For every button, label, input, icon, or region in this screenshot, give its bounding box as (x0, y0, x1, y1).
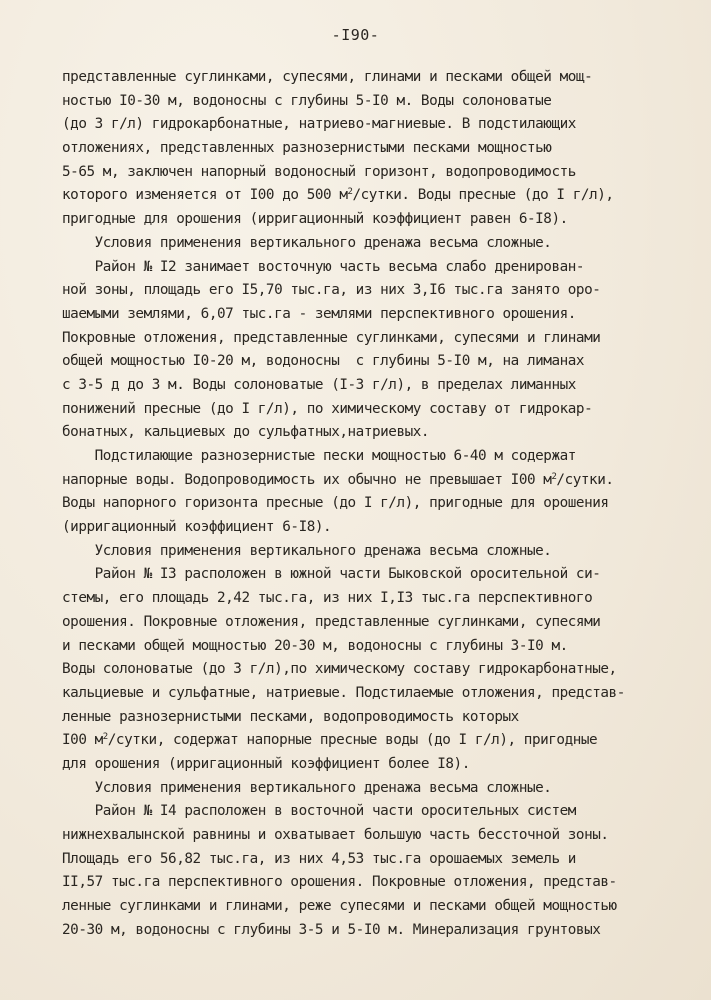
text-line: ной зоны, площадь его I5,70 тыс.га, из них 3,I6 тыс.га занято оро- (62, 282, 601, 299)
text-line: стемы, его площадь 2,42 тыс.га, из них I,I3 тыс.га перспективного (62, 590, 593, 607)
text-line: ностью I0-30 м, водоносны с глубины 5-I0 м. Воды солоноватые (62, 92, 552, 109)
text-line: Условия применения вертикального дренажа весьма сложные. (62, 234, 552, 251)
text-line: нижнехвалынской равнины и охватывает большую часть бессточной зоны. (62, 827, 609, 843)
text-line: общей мощностью I0-20 м, водоносны с глубины 5-I0 м, на лиманах (62, 353, 585, 370)
text-line: 20-30 м, водоносны с глубины 3-5 и 5-I0 м. Минерализация грунтовых (62, 921, 601, 938)
text-line: и песками общей мощностью 20-30 м, водоносны с глубины 3-I0 м. (62, 637, 568, 654)
text-line: Условия применения вертикального дренажа весьма сложные. (62, 542, 552, 559)
text-line: Воды солоноватые (до 3 г/л),по химическому составу гидрокарбонатные, (62, 661, 617, 678)
text-line: отложениях, представленных разнозернистыми песками мощностью (62, 140, 552, 157)
text-line: для орошения (ирригационный коэффициент более I8). (62, 755, 470, 772)
text-line: шаемыми землями, 6,07 тыс.га - землями перспективного орошения. (62, 305, 576, 322)
text-line: (ирригационный коэффициент 6-I8). (62, 519, 332, 536)
text-line: 5-65 м, заключен напорный водоносный горизонт, водопроводимость (62, 163, 576, 180)
text-line: орошения. Покровные отложения, представленные суглинками, супесями (62, 613, 601, 630)
body-text (62, 66, 702, 942)
text-line: Район № I3 расположен в южной части Быковской оросительной си- (62, 566, 601, 583)
text-line: представленные суглинками, супесями, глинами и песками общей мощ- (62, 69, 593, 85)
page-number: -I90- (331, 26, 380, 44)
text-line: кальциевые и сульфатные, натриевые. Подстилаемые отложения, представ- (62, 684, 625, 701)
text-line: Подстилающие разнозернистые пески мощностью 6-40 м содержат (62, 448, 576, 464)
text-line: II,57 тыс.га перспективного орошения. Покровные отложения, представ- (62, 874, 617, 891)
text-line: Условия применения вертикального дренажа весьма сложные. (62, 779, 552, 796)
text-line: I00 $м^2$/сутки, содержат напорные пресные воды (до I г/л), пригодные (62, 732, 598, 749)
text-line: напорные воды. Водопроводимость их обычно не превышает I00 $м^2$/сутки. (62, 471, 614, 488)
text-line: Покровные отложения, представленные суглинками, супесями и глинами (62, 329, 601, 346)
text-line: пригодные для орошения (ирригационный коэффициент равен 6-I8). (62, 211, 568, 228)
text-line: Район № I4 расположен в восточной части оросительных систем (62, 803, 576, 820)
text-line: Площадь его 56,82 тыс.га, из них 4,53 тыс.га орошаемых земель и (62, 850, 576, 867)
text-line: Воды напорного горизонта пресные (до I г/л), пригодные для орошения (62, 495, 609, 512)
text-line: ленные суглинками и глинами, реже супесями и песками общей мощностью (62, 898, 617, 915)
text-line: бонатных, кальциевых до сульфатных,натриевых. (62, 424, 430, 441)
text-line: (до 3 г/л) гидрокарбонатные, натриево-магниевые. В подстилающих (62, 116, 576, 133)
text-line: которого изменяется от I00 до 500 $м^2$/сутки. Воды пресные (до I г/л), (62, 187, 614, 204)
text-line: понижений пресные (до I г/л), по химическому составу от гидрокар- (62, 400, 593, 417)
text-line: ленные разнозернистыми песками, водопроводимость которых (62, 708, 519, 725)
text-line: Район № I2 занимает восточную часть весьма слабо дренирован- (62, 258, 585, 275)
text-line: с 3-5 д до 3 м. Воды солоноватые (I-3 г/л), в пределах лиманных (62, 376, 576, 393)
